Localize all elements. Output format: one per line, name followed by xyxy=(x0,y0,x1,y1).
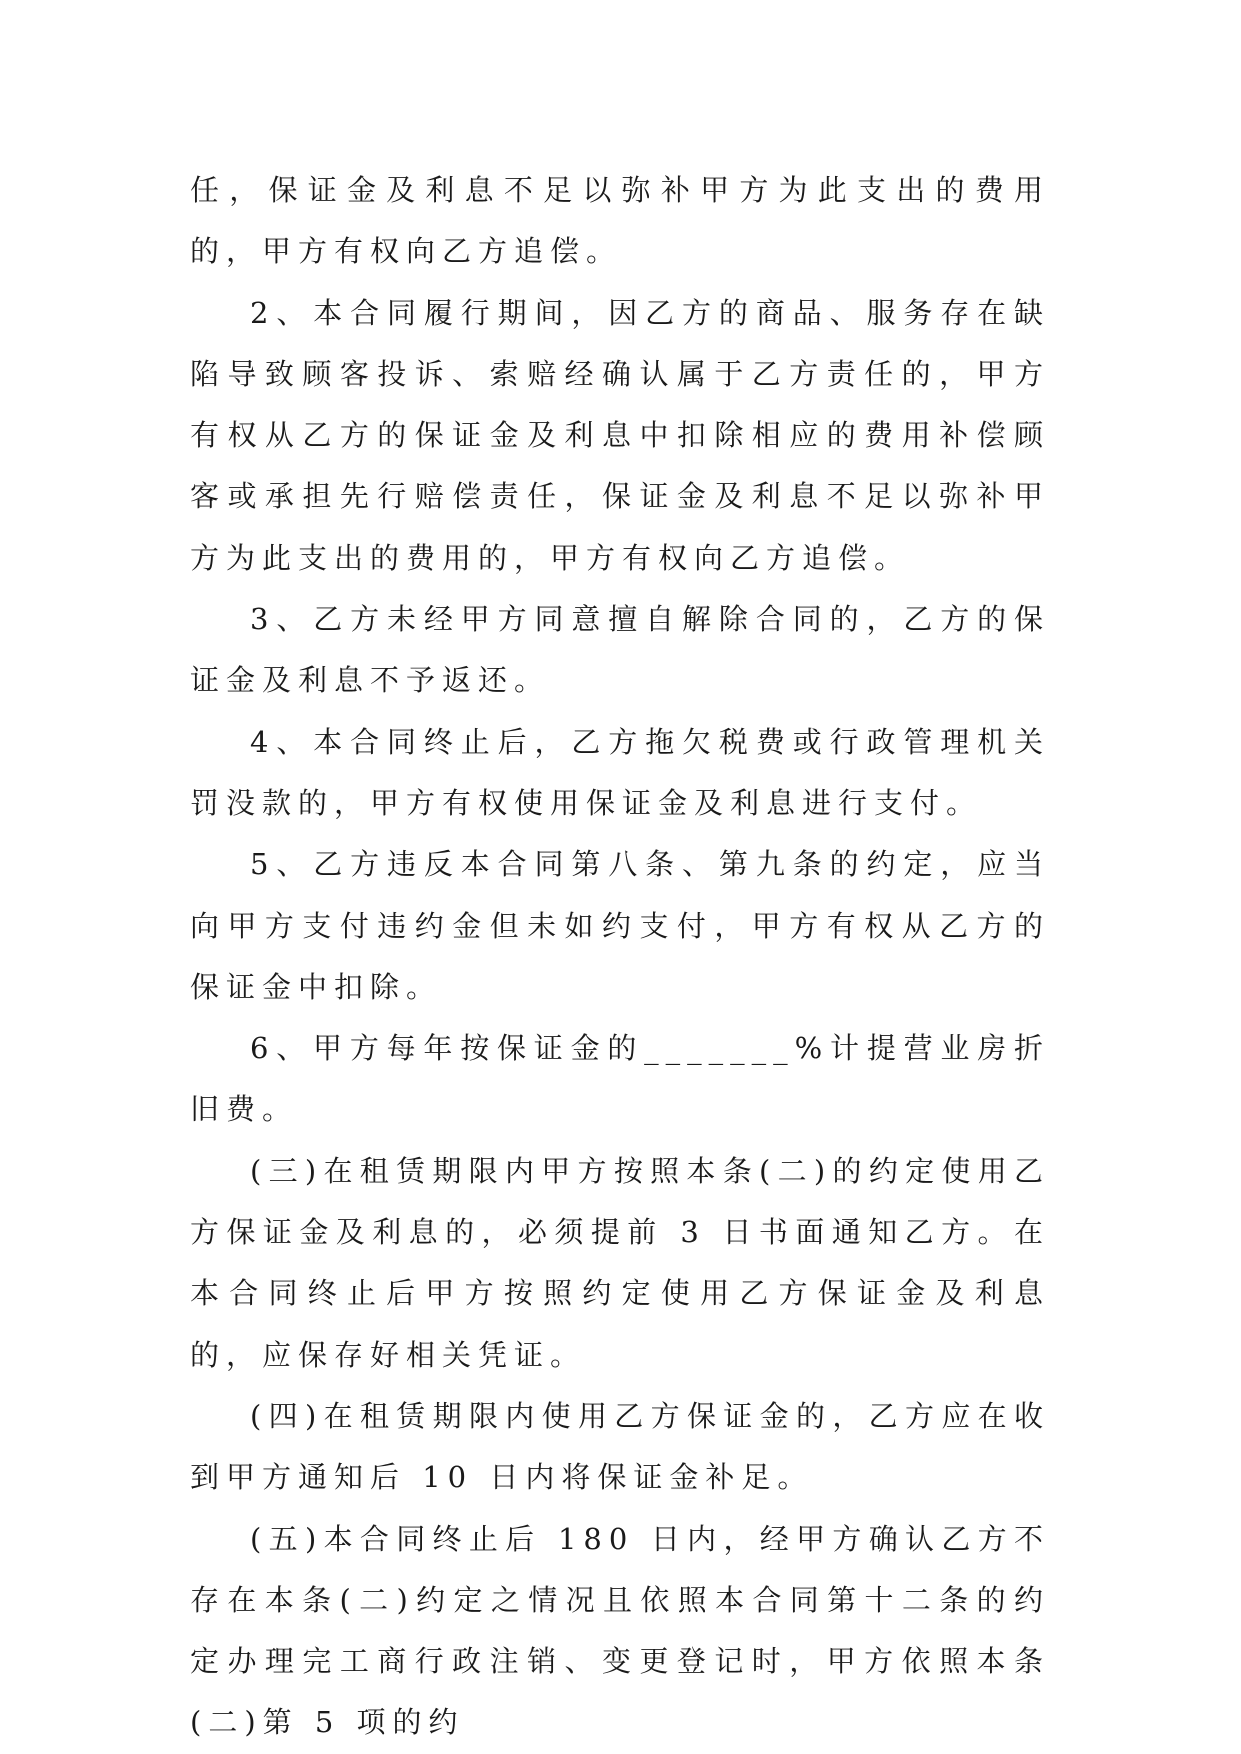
paragraph-item-6: 6、甲方每年按保证金的_______%计提营业房折旧费。 xyxy=(190,1031,1050,1127)
paragraph-continuation: 任，保证金及利息不足以弥补甲方为此支出的费用的，甲方有权向乙方追偿。 xyxy=(190,173,1050,269)
paragraph-item-2: 2、本合同履行期间，因乙方的商品、服务存在缺陷导致顾客投诉、索赔经确认属于乙方责任的，甲方有权从乙方的保证金及利息中扣除相应的费用补偿顾客或承担先行赔偿责任，保证金及利息不足以弥补甲方为此支出的费用的，甲方有权向乙方追偿。 xyxy=(190,295,1050,575)
paragraph-item-5: 5、乙方违反本合同第八条、第九条的约定，应当向甲方支付违约金但未如约支付，甲方有权从乙方的保证金中扣除。 xyxy=(190,847,1050,1004)
paragraph-item-4: 4、本合同终止后，乙方拖欠税费或行政管理机关罚没款的，甲方有权使用保证金及利息进行支付。 xyxy=(190,724,1050,820)
document-body xyxy=(190,160,1050,1754)
paragraph-section-5: (五)本合同终止后 180 日内，经甲方确认乙方不存在本条(二)约定之情况且依照本合同第十二条的约定办理完工商行政注销、变更登记时，甲方依照本条(二)第 5 项的约 xyxy=(190,1521,1050,1740)
paragraph-section-4: (四)在租赁期限内使用乙方保证金的，乙方应在收到甲方通知后 10 日内将保证金补足。 xyxy=(190,1398,1050,1495)
paragraph-section-3: (三)在租赁期限内甲方按照本条(二)的约定使用乙方保证金及利息的，必须提前 3 日书面通知乙方。在本合同终止后甲方按照约定使用乙方保证金及利息的，应保存好相关凭证。 xyxy=(190,1153,1050,1372)
paragraph-item-3: 3、乙方未经甲方同意擅自解除合同的，乙方的保证金及利息不予返还。 xyxy=(190,602,1050,698)
